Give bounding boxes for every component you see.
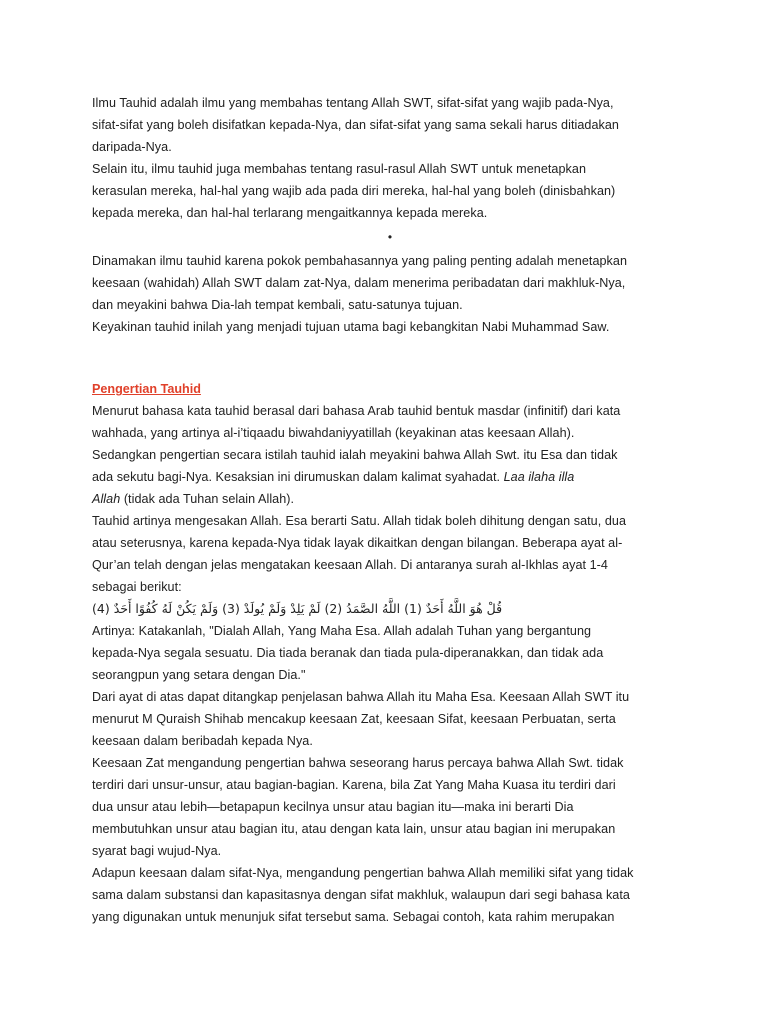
text-line: Adapun keesaan dalam sifat-Nya, mengandung pengertian bahwa Allah memiliki sifat yang tidak [92,866,634,880]
text-line: Artinya: Katakanlah, "Dialah Allah, Yang Maha Esa. Allah adalah Tuhan yang bergantung [92,624,592,638]
syahadat-line [92,466,688,488]
text-line: sifat-sifat yang boleh disifatkan kepada-Nya, dan sifat-sifat yang sama sekali harus ditiadakan [92,118,619,132]
text-line: dan meyakini bahwa Dia-lah tempat kembali, satu-satunya tujuan. [92,298,463,312]
arabic-verse-line [92,598,688,620]
text-line: Dinamakan ilmu tauhid karena pokok pembahasannya yang paling penting adalah menetapkan [92,254,628,268]
text-run: ada sekutu bagi-Nya. Kesaksian ini dirumuskan dalam kalimat syahadat. [92,470,504,484]
italic-phrase: Allah [92,492,121,506]
text-line: Keesaan Zat mengandung pengertian bahwa seseorang harus percaya bahwa Allah Swt. tidak [92,756,624,770]
text-line: daripada-Nya. [92,140,172,154]
text-line: seorangpun yang setara dengan Dia." [92,668,306,682]
section-title-link[interactable]: Pengertian Tauhid [92,382,201,396]
text-line: Tauhid artinya mengesakan Allah. Esa berarti Satu. Allah tidak boleh dihitung dengan satu, dua [92,514,626,528]
text-line: keesaan (wahidah) Allah SWT dalam zat-Nya, dalam menerima peribadatan dari makhluk-Nya, [92,276,626,290]
intro-paragraph-1 [92,92,688,224]
text-line: atau seterusnya, karena kepada-Nya tidak layak dikaitkan dengan bilangan. Beberapa ayat al- [92,536,623,550]
text-line: Qur’an telah dengan jelas mengatakan keesaan Allah. Di antaranya surah al-Ikhlas ayat 1-4 [92,558,608,572]
bullet-separator: • [387,230,393,244]
text-line: Ilmu Tauhid adalah ilmu yang membahas tentang Allah SWT, sifat-sifat yang wajib pada-Nya, [92,96,614,110]
syahadat-line-2 [92,488,688,510]
text-line: Dari ayat di atas dapat ditangkap penjelasan bahwa Allah itu Maha Esa. Keesaan Allah SWT itu [92,690,630,704]
text-line: terdiri dari unsur-unsur, atau bagian-bagian. Karena, bila Zat Yang Maha Kuasa itu terdiri dari [92,778,616,792]
text-line: kepada-Nya segala sesuatu. Dia tiada beranak dan tiada pula-diperanakkan, dan tidak ada [92,646,604,660]
text-line: kerasulan mereka, hal-hal yang wajib ada pada diri mereka, hal-hal yang boleh (dinisbahkan) [92,184,616,198]
text-line: dua unsur atau lebih—betapapun kecilnya unsur atau bagian itu—maka ini berarti Dia [92,800,574,814]
text-line: kepada mereka, dan hal-hal terlarang mengaitkannya kepada mereka. [92,206,488,220]
text-line: syarat bagi wujud-Nya. [92,844,222,858]
intro-paragraph-2 [92,250,688,338]
text-line: sebagai berikut: [92,580,182,594]
text-line: Selain itu, ilmu tauhid juga membahas tentang rasul-rasul Allah SWT untuk menetapkan [92,162,586,176]
arabic-verse: قُلْ هُوَ اللَّهُ أَحَدٌ (1) اللَّهُ الصَّمَدُ (2) لَمْ يَلِدْ وَلَمْ يُولَدْ (3) وَلَمْ يَكُنْ لَهُ كُفُوًا أَحَدٌ (4) [92,601,503,616]
text-line: yang digunakan untuk menunjuk sifat tersebut sama. Sebagai contoh, kata rahim merupakan [92,910,615,924]
text-line: wahhada, yang artinya al-i’tiqaadu biwahdaniyyatillah (keyakinan atas keesaan Allah). [92,426,575,440]
text-line: Keyakinan tauhid inilah yang menjadi tujuan utama bagi kebangkitan Nabi Muhammad Saw. [92,320,610,334]
text-line: keesaan dalam beribadah kepada Nya. [92,734,313,748]
text-line: membutuhkan unsur atau bagian itu, atau dengan kata lain, unsur atau bagian ini merupakan [92,822,616,836]
text-line: sama dalam substansi dan kapasitasnya dengan sifat makhluk, walaupun dari segi bahasa kata [92,888,630,902]
text-line: menurut M Quraish Shihab mencakup keesaan Zat, keesaan Sifat, keesaan Perbuatan, serta [92,712,616,726]
text-line: Sedangkan pengertian secara istilah tauhid ialah meyakini bahwa Allah Swt. itu Esa dan tidak [92,448,618,462]
italic-phrase: Laa ilaha illa [503,470,575,484]
text-run: (tidak ada Tuhan selain Allah). [120,492,295,506]
section-body [92,400,688,928]
text-line: Menurut bahasa kata tauhid berasal dari bahasa Arab tauhid bentuk masdar (infinitif) dari kata [92,404,621,418]
